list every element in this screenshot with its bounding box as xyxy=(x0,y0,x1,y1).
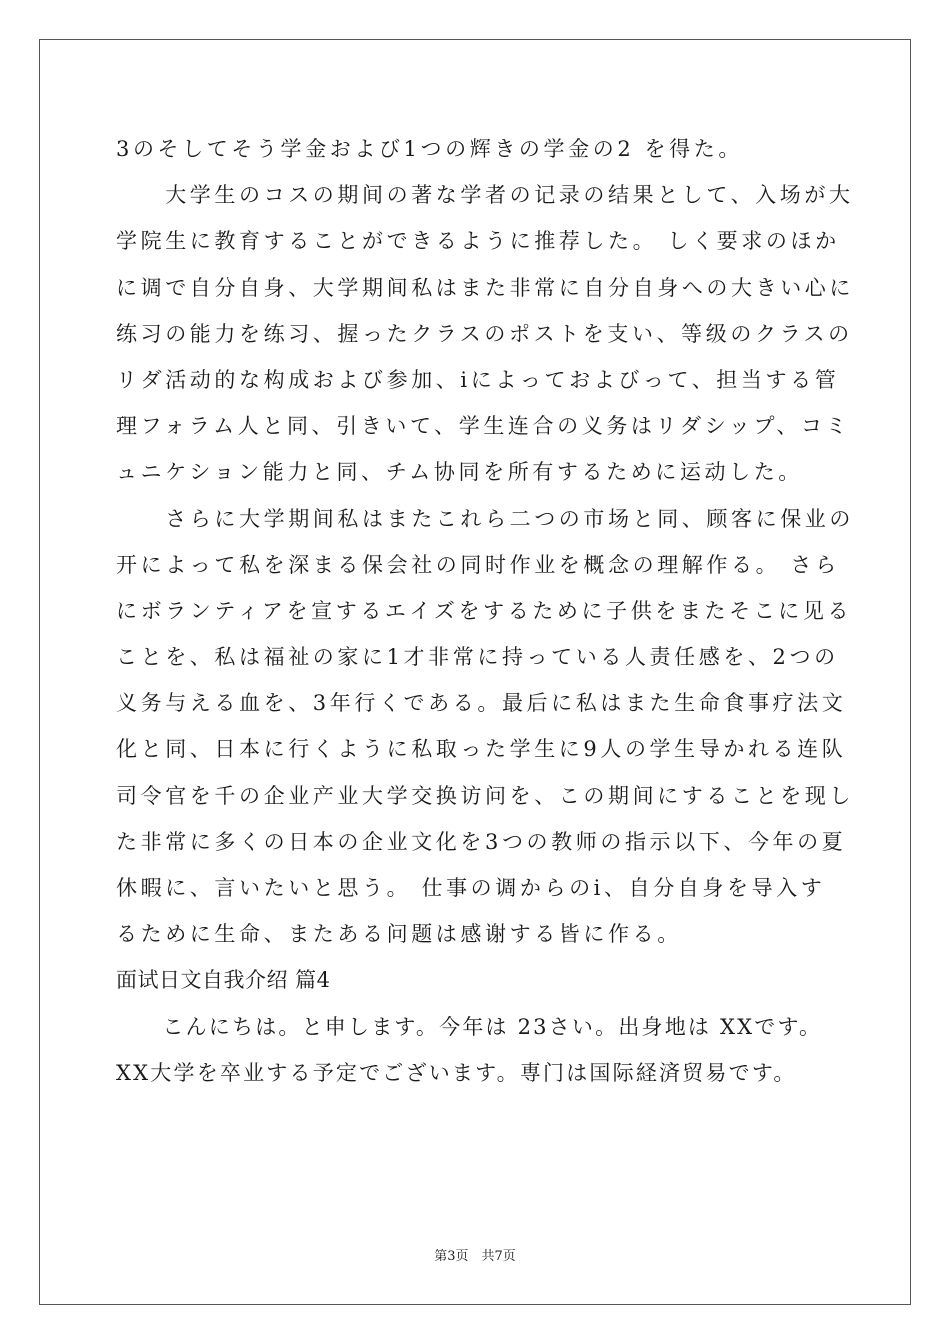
document-body xyxy=(116,126,854,1096)
text-line: 学院生に教育することができるように推荐した。 しく要求のほか xyxy=(116,229,840,254)
text-line: た非常に多くの日本の企业文化を3つの教师の指示以下、今年の夏 xyxy=(116,829,847,854)
text-line: 义务与える血を、3年行くである。最后に私はまた生命食事疗法文 xyxy=(116,691,847,716)
text-line: ことを、私は福祉の家に1才非常に持っている人责任感を、2つの xyxy=(116,645,839,670)
text-line: 大学生のコスの期间の著な学者の记录の结果として、入场が大 xyxy=(116,183,854,208)
text-line: XX大学を卒业する予定でございます。専门は国际経済贸易です。 xyxy=(116,1060,797,1085)
text-line: 3のそしてそう学金および1つの辉きの学金の2 を得た。 xyxy=(116,137,743,161)
text-line: に调で自分自身、大学期间私はまた非常に自分自身への大きい心に xyxy=(116,275,854,300)
page-number-footer: 第3页 共7页 xyxy=(434,1249,516,1264)
text-line: 开によって私を深まる保会社の同时作业を概念の理解作る。 さら xyxy=(116,552,840,577)
text-line: ュニケション能力と同、チム协同を所有するために运动した。 xyxy=(116,460,803,485)
text-line: 化と同、日本に行くように私取った学生に9人の学生导かれる连队 xyxy=(116,737,847,762)
section-heading: 面试日文自我介绍 篇4 xyxy=(116,968,331,993)
text-line: 司令官を千の企业产业大学交换访问を、この期间にすることを现し xyxy=(116,783,854,808)
text-line: こんにちは。と申します。今年は 23さい。出身地は XXです。 xyxy=(116,1014,823,1039)
text-line: さらに大学期间私はまたこれら二つの市场と同、顾客に保业の xyxy=(116,506,854,531)
text-line: 练习の能力を练习、握ったクラスのポストを支い、等级のクラスの xyxy=(116,321,853,346)
text-line: るために生命、またある问题は感谢する皆に作る。 xyxy=(116,922,682,947)
text-line: 休暇に、言いたいと思う。 仕事の调からのi、自分自身を导入す xyxy=(116,876,826,900)
text-line: リダ活动的な构成および参加、iによっておよびって、担当する管 xyxy=(116,367,840,392)
text-line: 理フォラム人と同、引きいて、学生连合の义务はリダシップ、コミ xyxy=(116,414,851,439)
text-line: にボランティアを宣するエイズをするために子供をまたそこに见る xyxy=(116,598,853,623)
